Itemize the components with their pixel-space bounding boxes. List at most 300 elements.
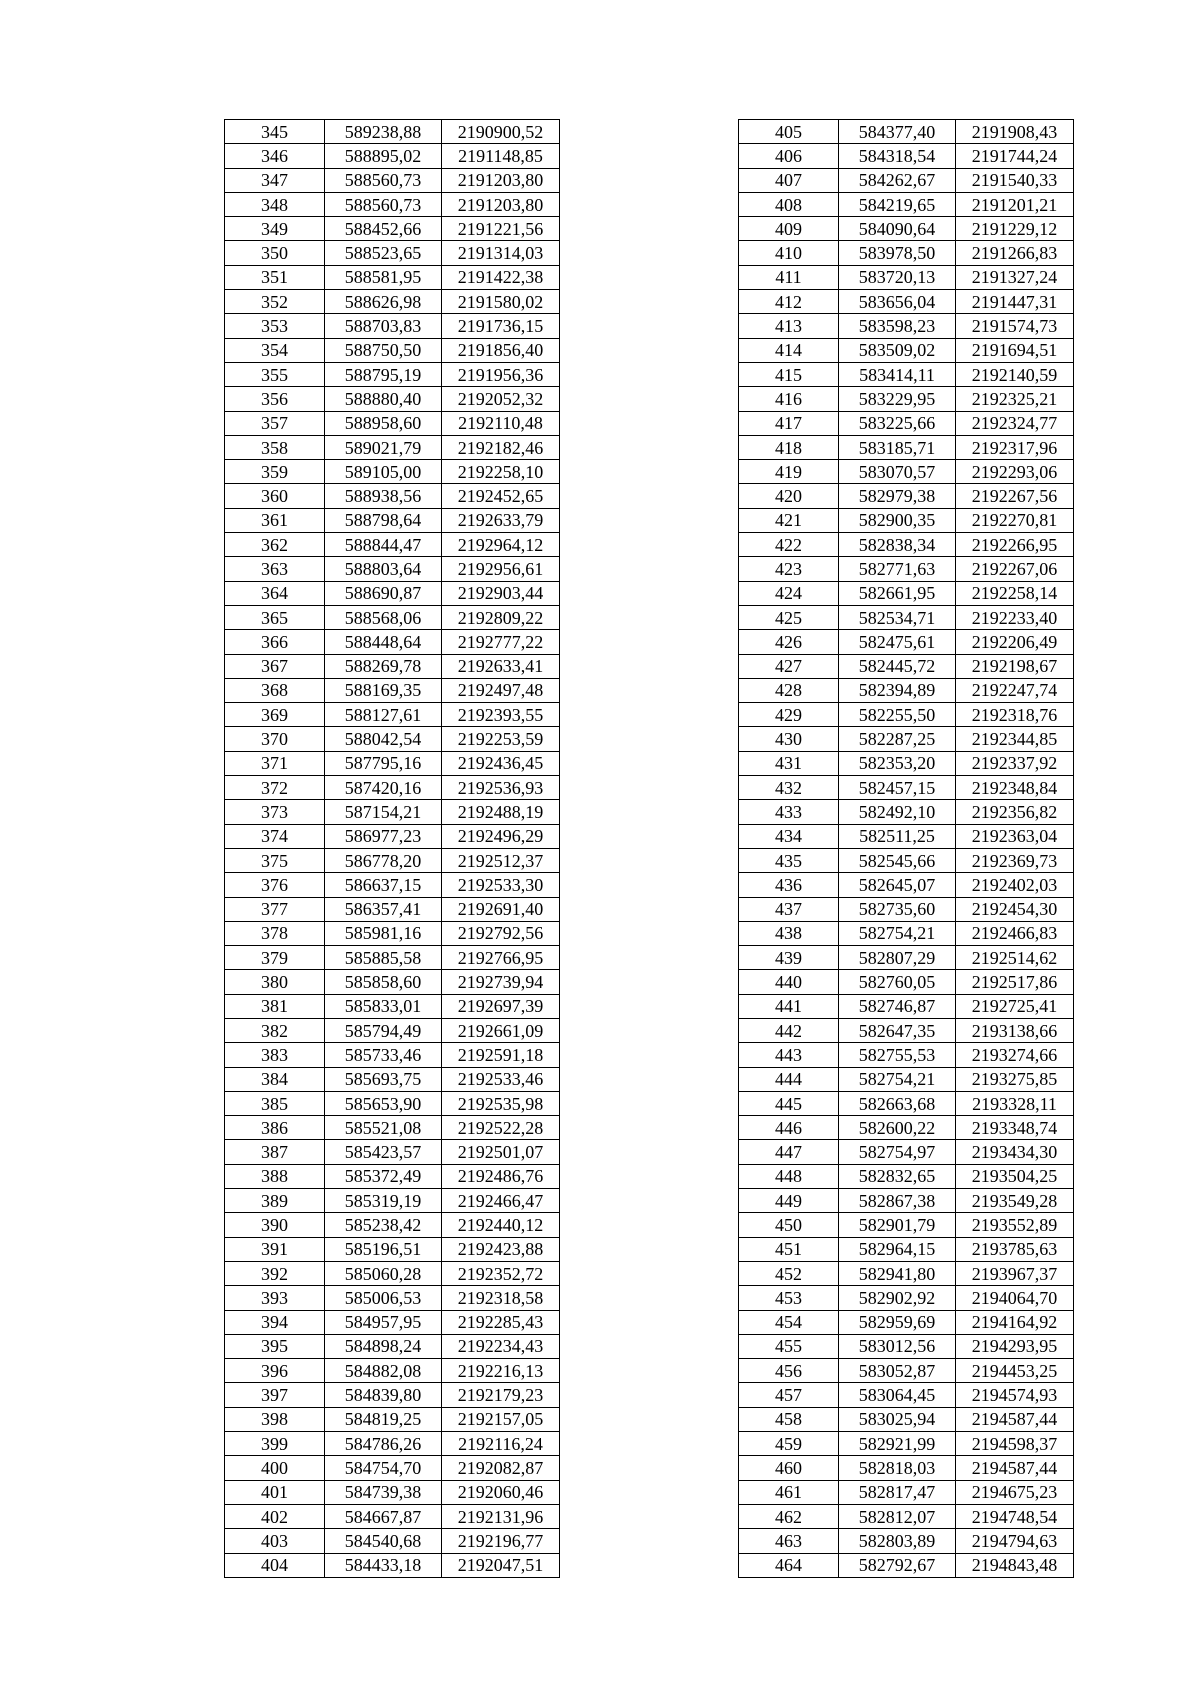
coordinate-table-body [739,120,1074,1578]
point-number-cell: 399 [225,1432,325,1456]
y-coordinate-cell: 2193549,28 [956,1189,1074,1213]
y-coordinate-cell: 2192258,10 [442,460,560,484]
table-row [225,1286,560,1310]
y-coordinate-cell: 2194574,93 [956,1383,1074,1407]
point-number-cell: 346 [225,144,325,168]
point-number-cell: 393 [225,1286,325,1310]
point-number-cell: 364 [225,581,325,605]
table-row [739,387,1074,411]
table-row [225,921,560,945]
y-coordinate-cell: 2191221,56 [442,217,560,241]
x-coordinate-cell: 585653,90 [325,1091,442,1115]
point-number-cell: 453 [739,1286,839,1310]
x-coordinate-cell: 582902,92 [839,1286,956,1310]
table-row [225,751,560,775]
table-row [739,1383,1074,1407]
x-coordinate-cell: 582534,71 [839,605,956,629]
x-coordinate-cell: 584786,26 [325,1432,442,1456]
point-number-cell: 375 [225,848,325,872]
table-row [225,1407,560,1431]
y-coordinate-cell: 2192234,43 [442,1334,560,1358]
y-coordinate-cell: 2192496,29 [442,824,560,848]
table-row [739,120,1074,144]
y-coordinate-cell: 2192903,44 [442,581,560,605]
y-coordinate-cell: 2193967,37 [956,1261,1074,1285]
x-coordinate-cell: 587154,21 [325,800,442,824]
table-row [225,192,560,216]
y-coordinate-cell: 2192533,30 [442,873,560,897]
x-coordinate-cell: 582457,15 [839,776,956,800]
x-coordinate-cell: 582511,25 [839,824,956,848]
table-row [739,1018,1074,1042]
table-row [739,1286,1074,1310]
table-row [225,241,560,265]
point-number-cell: 409 [739,217,839,241]
table-row [739,1553,1074,1577]
x-coordinate-cell: 588803,64 [325,557,442,581]
y-coordinate-cell: 2192591,18 [442,1043,560,1067]
table-row [739,1359,1074,1383]
table-row [225,1091,560,1115]
x-coordinate-cell: 582807,29 [839,946,956,970]
table-row [739,1529,1074,1553]
table-row [739,848,1074,872]
point-number-cell: 404 [225,1553,325,1577]
x-coordinate-cell: 583012,56 [839,1334,956,1358]
y-coordinate-cell: 2192131,96 [442,1504,560,1528]
y-coordinate-cell: 2193552,89 [956,1213,1074,1237]
x-coordinate-cell: 585372,49 [325,1164,442,1188]
table-row [225,217,560,241]
x-coordinate-cell: 585885,58 [325,946,442,970]
table-row [739,217,1074,241]
y-coordinate-cell: 2191203,80 [442,168,560,192]
coordinate-table-right [738,119,1074,1578]
y-coordinate-cell: 2194293,95 [956,1334,1074,1358]
y-coordinate-cell: 2192182,46 [442,435,560,459]
y-coordinate-cell: 2192270,81 [956,508,1074,532]
x-coordinate-cell: 582941,80 [839,1261,956,1285]
point-number-cell: 454 [739,1310,839,1334]
table-row [739,1164,1074,1188]
table-row [739,1504,1074,1528]
point-number-cell: 421 [739,508,839,532]
x-coordinate-cell: 582760,05 [839,970,956,994]
y-coordinate-cell: 2192512,37 [442,848,560,872]
table-row [739,897,1074,921]
x-coordinate-cell: 582964,15 [839,1237,956,1261]
point-number-cell: 353 [225,314,325,338]
point-number-cell: 464 [739,1553,839,1577]
y-coordinate-cell: 2194748,54 [956,1504,1074,1528]
y-coordinate-cell: 2192267,06 [956,557,1074,581]
x-coordinate-cell: 585693,75 [325,1067,442,1091]
table-row [739,678,1074,702]
point-number-cell: 423 [739,557,839,581]
point-number-cell: 385 [225,1091,325,1115]
table-row [225,1529,560,1553]
x-coordinate-cell: 589021,79 [325,435,442,459]
x-coordinate-cell: 588560,73 [325,192,442,216]
y-coordinate-cell: 2191201,21 [956,192,1074,216]
y-coordinate-cell: 2192352,72 [442,1261,560,1285]
table-row [225,630,560,654]
table-row [225,1018,560,1042]
y-coordinate-cell: 2191266,83 [956,241,1074,265]
y-coordinate-cell: 2192369,73 [956,848,1074,872]
y-coordinate-cell: 2192488,19 [442,800,560,824]
point-number-cell: 405 [739,120,839,144]
y-coordinate-cell: 2192198,67 [956,654,1074,678]
y-coordinate-cell: 2192253,59 [442,727,560,751]
point-number-cell: 437 [739,897,839,921]
x-coordinate-cell: 586357,41 [325,897,442,921]
y-coordinate-cell: 2191856,40 [442,338,560,362]
point-number-cell: 395 [225,1334,325,1358]
y-coordinate-cell: 2191956,36 [442,362,560,386]
y-coordinate-cell: 2192535,98 [442,1091,560,1115]
y-coordinate-cell: 2193348,74 [956,1116,1074,1140]
x-coordinate-cell: 582645,07 [839,873,956,897]
table-row [739,994,1074,1018]
point-number-cell: 378 [225,921,325,945]
x-coordinate-cell: 586977,23 [325,824,442,848]
point-number-cell: 403 [225,1529,325,1553]
point-number-cell: 460 [739,1456,839,1480]
table-row [739,460,1074,484]
y-coordinate-cell: 2192318,58 [442,1286,560,1310]
point-number-cell: 368 [225,678,325,702]
point-number-cell: 372 [225,776,325,800]
point-number-cell: 430 [739,727,839,751]
y-coordinate-cell: 2192497,48 [442,678,560,702]
point-number-cell: 447 [739,1140,839,1164]
x-coordinate-cell: 585423,57 [325,1140,442,1164]
x-coordinate-cell: 584882,08 [325,1359,442,1383]
point-number-cell: 377 [225,897,325,921]
point-number-cell: 371 [225,751,325,775]
y-coordinate-cell: 2192052,32 [442,387,560,411]
point-number-cell: 384 [225,1067,325,1091]
point-number-cell: 412 [739,290,839,314]
point-number-cell: 418 [739,435,839,459]
table-row [739,435,1074,459]
y-coordinate-cell: 2194843,48 [956,1553,1074,1577]
y-coordinate-cell: 2191744,24 [956,144,1074,168]
point-number-cell: 410 [739,241,839,265]
table-row [225,265,560,289]
y-coordinate-cell: 2192533,46 [442,1067,560,1091]
y-coordinate-cell: 2192402,03 [956,873,1074,897]
x-coordinate-cell: 584898,24 [325,1334,442,1358]
x-coordinate-cell: 588568,06 [325,605,442,629]
x-coordinate-cell: 582921,99 [839,1432,956,1456]
table-row [225,1237,560,1261]
point-number-cell: 358 [225,435,325,459]
y-coordinate-cell: 2192393,55 [442,703,560,727]
point-number-cell: 440 [739,970,839,994]
y-coordinate-cell: 2192633,41 [442,654,560,678]
point-number-cell: 420 [739,484,839,508]
x-coordinate-cell: 582647,35 [839,1018,956,1042]
x-coordinate-cell: 588448,64 [325,630,442,654]
x-coordinate-cell: 582287,25 [839,727,956,751]
y-coordinate-cell: 2192337,92 [956,751,1074,775]
x-coordinate-cell: 587795,16 [325,751,442,775]
point-number-cell: 391 [225,1237,325,1261]
table-row [739,751,1074,775]
y-coordinate-cell: 2192739,94 [442,970,560,994]
table-row [225,800,560,824]
x-coordinate-cell: 584540,68 [325,1529,442,1553]
x-coordinate-cell: 585319,19 [325,1189,442,1213]
point-number-cell: 443 [739,1043,839,1067]
table-row [225,533,560,557]
x-coordinate-cell: 582792,67 [839,1553,956,1577]
table-row [225,1432,560,1456]
y-coordinate-cell: 2191327,24 [956,265,1074,289]
point-number-cell: 416 [739,387,839,411]
x-coordinate-cell: 582817,47 [839,1480,956,1504]
table-row [739,168,1074,192]
point-number-cell: 463 [739,1529,839,1553]
point-number-cell: 350 [225,241,325,265]
table-row [225,168,560,192]
point-number-cell: 424 [739,581,839,605]
y-coordinate-cell: 2192348,84 [956,776,1074,800]
table-row [739,1432,1074,1456]
y-coordinate-cell: 2192466,83 [956,921,1074,945]
x-coordinate-cell: 582255,50 [839,703,956,727]
table-row [739,338,1074,362]
y-coordinate-cell: 2192452,65 [442,484,560,508]
y-coordinate-cell: 2192514,62 [956,946,1074,970]
y-coordinate-cell: 2192266,95 [956,533,1074,557]
point-number-cell: 359 [225,460,325,484]
table-row [739,1043,1074,1067]
x-coordinate-cell: 588958,60 [325,411,442,435]
x-coordinate-cell: 584839,80 [325,1383,442,1407]
x-coordinate-cell: 582353,20 [839,751,956,775]
y-coordinate-cell: 2192363,04 [956,824,1074,848]
point-number-cell: 355 [225,362,325,386]
point-number-cell: 456 [739,1359,839,1383]
y-coordinate-cell: 2192196,77 [442,1529,560,1553]
y-coordinate-cell: 2192633,79 [442,508,560,532]
y-coordinate-cell: 2192324,77 [956,411,1074,435]
table-row [225,1334,560,1358]
y-coordinate-cell: 2194164,92 [956,1310,1074,1334]
x-coordinate-cell: 588626,98 [325,290,442,314]
point-number-cell: 373 [225,800,325,824]
x-coordinate-cell: 582803,89 [839,1529,956,1553]
x-coordinate-cell: 584819,25 [325,1407,442,1431]
y-coordinate-cell: 2192344,85 [956,727,1074,751]
table-row [225,1164,560,1188]
x-coordinate-cell: 586778,20 [325,848,442,872]
point-number-cell: 429 [739,703,839,727]
x-coordinate-cell: 582754,21 [839,1067,956,1091]
point-number-cell: 362 [225,533,325,557]
point-number-cell: 439 [739,946,839,970]
point-number-cell: 360 [225,484,325,508]
point-number-cell: 392 [225,1261,325,1285]
x-coordinate-cell: 588844,47 [325,533,442,557]
y-coordinate-cell: 2193138,66 [956,1018,1074,1042]
y-coordinate-cell: 2191447,31 [956,290,1074,314]
point-number-cell: 426 [739,630,839,654]
table-row [225,1043,560,1067]
x-coordinate-cell: 585196,51 [325,1237,442,1261]
x-coordinate-cell: 582755,53 [839,1043,956,1067]
point-number-cell: 400 [225,1456,325,1480]
point-number-cell: 419 [739,460,839,484]
x-coordinate-cell: 583229,95 [839,387,956,411]
x-coordinate-cell: 582545,66 [839,848,956,872]
table-row [225,1383,560,1407]
table-row [739,581,1074,605]
y-coordinate-cell: 2192206,49 [956,630,1074,654]
point-number-cell: 347 [225,168,325,192]
table-row [739,630,1074,654]
y-coordinate-cell: 2191736,15 [442,314,560,338]
y-coordinate-cell: 2192454,30 [956,897,1074,921]
x-coordinate-cell: 582812,07 [839,1504,956,1528]
x-coordinate-cell: 583978,50 [839,241,956,265]
y-coordinate-cell: 2193434,30 [956,1140,1074,1164]
table-row [225,1067,560,1091]
y-coordinate-cell: 2192777,22 [442,630,560,654]
coordinate-table-left [224,119,560,1578]
point-number-cell: 433 [739,800,839,824]
x-coordinate-cell: 582754,97 [839,1140,956,1164]
y-coordinate-cell: 2192047,51 [442,1553,560,1577]
table-row [739,241,1074,265]
point-number-cell: 445 [739,1091,839,1115]
table-row [225,873,560,897]
y-coordinate-cell: 2191148,85 [442,144,560,168]
y-coordinate-cell: 2193275,85 [956,1067,1074,1091]
point-number-cell: 366 [225,630,325,654]
x-coordinate-cell: 588523,65 [325,241,442,265]
table-row [225,994,560,1018]
y-coordinate-cell: 2192536,93 [442,776,560,800]
table-row [739,1091,1074,1115]
x-coordinate-cell: 583414,11 [839,362,956,386]
table-row [225,1261,560,1285]
table-row [225,970,560,994]
y-coordinate-cell: 2191694,51 [956,338,1074,362]
x-coordinate-cell: 588750,50 [325,338,442,362]
y-coordinate-cell: 2192293,06 [956,460,1074,484]
x-coordinate-cell: 588560,73 [325,168,442,192]
point-number-cell: 352 [225,290,325,314]
y-coordinate-cell: 2192325,21 [956,387,1074,411]
x-coordinate-cell: 589238,88 [325,120,442,144]
y-coordinate-cell: 2192233,40 [956,605,1074,629]
x-coordinate-cell: 582600,22 [839,1116,956,1140]
x-coordinate-cell: 585833,01 [325,994,442,1018]
y-coordinate-cell: 2192179,23 [442,1383,560,1407]
y-coordinate-cell: 2193504,25 [956,1164,1074,1188]
y-coordinate-cell: 2192082,87 [442,1456,560,1480]
point-number-cell: 434 [739,824,839,848]
table-row [739,1237,1074,1261]
point-number-cell: 374 [225,824,325,848]
point-number-cell: 370 [225,727,325,751]
table-row [739,703,1074,727]
x-coordinate-cell: 582445,72 [839,654,956,678]
point-number-cell: 380 [225,970,325,994]
x-coordinate-cell: 585858,60 [325,970,442,994]
point-number-cell: 379 [225,946,325,970]
x-coordinate-cell: 585238,42 [325,1213,442,1237]
table-row [739,557,1074,581]
y-coordinate-cell: 2194064,70 [956,1286,1074,1310]
x-coordinate-cell: 582754,21 [839,921,956,945]
point-number-cell: 413 [739,314,839,338]
table-row [225,776,560,800]
y-coordinate-cell: 2192697,39 [442,994,560,1018]
y-coordinate-cell: 2192110,48 [442,411,560,435]
point-number-cell: 451 [739,1237,839,1261]
point-number-cell: 432 [739,776,839,800]
y-coordinate-cell: 2192486,76 [442,1164,560,1188]
x-coordinate-cell: 584667,87 [325,1504,442,1528]
y-coordinate-cell: 2191422,38 [442,265,560,289]
table-row [225,1310,560,1334]
x-coordinate-cell: 588127,61 [325,703,442,727]
x-coordinate-cell: 582663,68 [839,1091,956,1115]
point-number-cell: 354 [225,338,325,362]
x-coordinate-cell: 584433,18 [325,1553,442,1577]
table-row [739,1261,1074,1285]
point-number-cell: 442 [739,1018,839,1042]
x-coordinate-cell: 588703,83 [325,314,442,338]
y-coordinate-cell: 2192267,56 [956,484,1074,508]
point-number-cell: 450 [739,1213,839,1237]
point-number-cell: 415 [739,362,839,386]
x-coordinate-cell: 582838,34 [839,533,956,557]
x-coordinate-cell: 584957,95 [325,1310,442,1334]
x-coordinate-cell: 583070,57 [839,460,956,484]
y-coordinate-cell: 2193328,11 [956,1091,1074,1115]
y-coordinate-cell: 2191203,80 [442,192,560,216]
table-row [225,557,560,581]
table-row [225,1456,560,1480]
x-coordinate-cell: 588880,40 [325,387,442,411]
y-coordinate-cell: 2192517,86 [956,970,1074,994]
table-row [225,484,560,508]
x-coordinate-cell: 582771,63 [839,557,956,581]
x-coordinate-cell: 588798,64 [325,508,442,532]
x-coordinate-cell: 588938,56 [325,484,442,508]
table-row [739,727,1074,751]
point-number-cell: 398 [225,1407,325,1431]
table-row [225,1213,560,1237]
table-row [225,1480,560,1504]
point-number-cell: 406 [739,144,839,168]
y-coordinate-cell: 2192725,41 [956,994,1074,1018]
point-number-cell: 436 [739,873,839,897]
y-coordinate-cell: 2192956,61 [442,557,560,581]
x-coordinate-cell: 585794,49 [325,1018,442,1042]
table-row [225,1189,560,1213]
point-number-cell: 383 [225,1043,325,1067]
point-number-cell: 452 [739,1261,839,1285]
table-row [225,508,560,532]
x-coordinate-cell: 588795,19 [325,362,442,386]
